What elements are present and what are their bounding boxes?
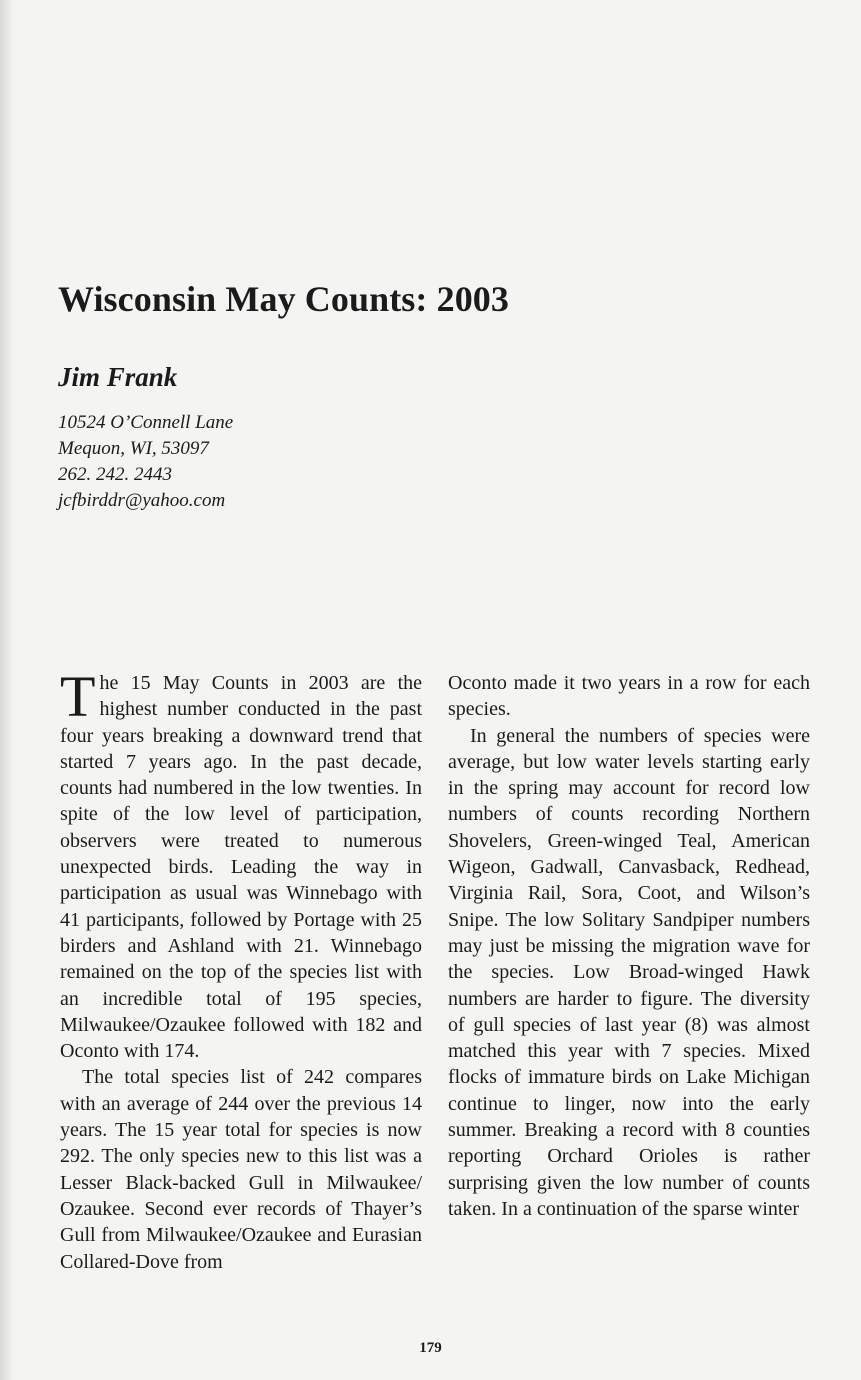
body-column-left: [60, 664, 422, 1275]
author-name: Jim Frank: [58, 362, 178, 392]
address-email: jcfbirddr@yahoo.com: [58, 490, 226, 511]
paragraph-species-total: The total species list of 242 compares with an average of 244 over the previous 14 years. The 15 year total for species is now 292. The only species new to this list was a Lesser Black-backed Gull in Milwaukee/ Ozaukee. Second ever records of Thayer’s Gull from Milwaukee/Ozaukee and Eurasian Collared-Dove from: [60, 1066, 422, 1273]
paragraph-general-numbers: In general the numbers of species were average, but low water levels starting early in the spring may account for record low numbers of counts recording Northern Shovelers, Green-winged Teal, American Wigeon, Gadwall, Canvasback, Redhead, Virginia Rail, Sora, Coot, and Wilson’s Snipe. The low Solitary Sandpiper numbers may just be missing the migration wave for the species. Low Broad-winged Hawk numbers are harder to figure. The diversity of gull species of last year (8) was almost matched this year with 7 species. Mixed flocks of immature birds on Lake Michigan continue to linger, now into the early summer. Breaking a record with 8 counties reporting Orchard Orioles is rather surprising given the low number of counts taken. In a continuation of the sparse winter: [448, 724, 810, 1220]
binding-shadow: [0, 0, 14, 1380]
drop-cap: T: [60, 664, 96, 729]
address-phone: 262. 242. 2443: [58, 464, 172, 485]
page-number: 179: [419, 1340, 442, 1356]
address-street: 10524 O’Connell Lane: [58, 412, 234, 433]
author-address: [58, 410, 233, 514]
body-column-right: [448, 670, 810, 1222]
article-title: Wisconsin May Counts: 2003: [58, 279, 510, 319]
paragraph-intro: [60, 664, 422, 1064]
paragraph-species-total-continued: Oconto made it two years in a row for each species.: [448, 672, 810, 721]
address-city: Mequon, WI, 53097: [58, 438, 209, 459]
paragraph-intro-text: he 15 May Counts in 2003 are the highest number conducted in the past four years breaking a downward trend that started 7 years ago. In the past decade, counts had numbered in the low twenties. In spite of the low level of participation, observers were treated to numerous unexpected birds. Leading the way in participation as usual was Winnebago with 41 participants, followed by Portage with 25 birders and Ashland with 21. Winnebago remained on the top of the species list with an incredible total of 195 species, Milwaukee/Ozaukee followed with 182 and Oconto with 174.: [60, 672, 422, 1063]
